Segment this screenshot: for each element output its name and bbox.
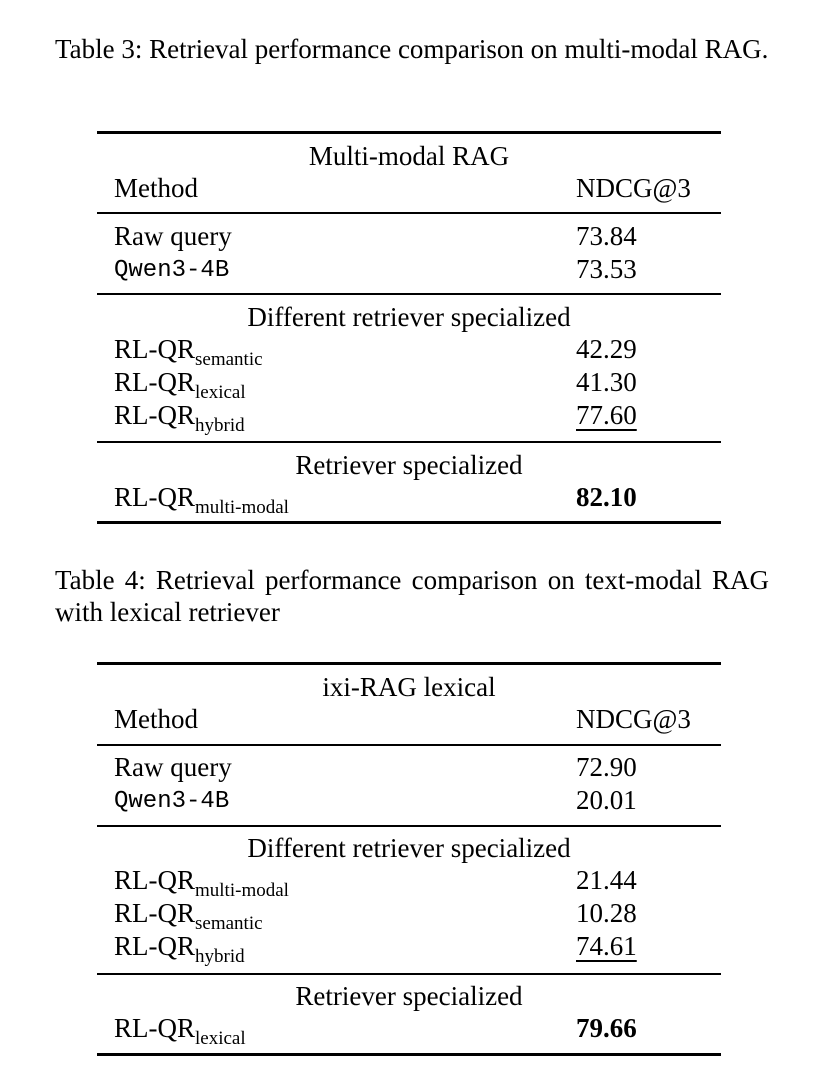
table4-col-metric: NDCG@3 — [576, 704, 691, 734]
table4-top-rule — [97, 662, 721, 665]
table3-row-value: 73.53 — [576, 254, 637, 284]
table4-row-method — [114, 930, 245, 966]
table4-section-specialized: Retriever specialized — [295, 981, 523, 1011]
table4-row-method: Qwen3-4B — [114, 788, 230, 815]
table4-row-value: 72.90 — [576, 752, 637, 782]
method-subscript: semantic — [195, 349, 263, 370]
table3-section-rule — [97, 293, 721, 295]
method-subscript: multi-modal — [195, 880, 289, 901]
table3-caption: Table 3: Retrieval performance comparison on multi-modal RAG. — [55, 34, 769, 64]
method-subscript: lexical — [195, 1028, 246, 1049]
table3-row-value: 42.29 — [576, 334, 637, 364]
table3-top-rule — [97, 131, 721, 134]
method-prefix: RL-QR — [114, 400, 195, 430]
table3-section-specialized: Retriever specialized — [295, 450, 523, 480]
table3-row-method — [114, 481, 289, 517]
method-subscript: multi-modal — [195, 497, 289, 518]
method-subscript: semantic — [195, 913, 263, 934]
table3-row-method: Qwen3-4B — [114, 257, 230, 284]
table3-row-value: 73.84 — [576, 221, 637, 251]
table4-section-rule — [97, 825, 721, 827]
table3-row-value: 41.30 — [576, 367, 637, 397]
method-subscript: hybrid — [195, 415, 245, 436]
method-prefix: RL-QR — [114, 367, 195, 397]
table4-section-different: Different retriever specialized — [247, 833, 571, 863]
table4-row-method — [114, 1012, 246, 1048]
table4-bottom-rule — [97, 1053, 721, 1056]
method-subscript: lexical — [195, 382, 246, 403]
table4-row-value: 21.44 — [576, 865, 637, 895]
table4-row-method — [114, 897, 263, 933]
method-subscript: hybrid — [195, 946, 245, 967]
table3-header-rule — [97, 212, 721, 214]
table4-row-method: Raw query — [114, 752, 232, 782]
table3-row-method — [114, 333, 263, 369]
method-prefix: RL-QR — [114, 898, 195, 928]
table3-col-method: Method — [114, 173, 198, 203]
table4-row-method — [114, 864, 289, 900]
table4-row-value-underlined: 74.61 — [576, 931, 637, 961]
method-prefix: RL-QR — [114, 865, 195, 895]
table3-row-method — [114, 399, 245, 435]
table4-group-header: ixi-RAG lexical — [322, 672, 496, 702]
table3-bottom-rule — [97, 521, 721, 524]
method-prefix: RL-QR — [114, 482, 195, 512]
table3-col-metric: NDCG@3 — [576, 173, 691, 203]
table4-col-method: Method — [114, 704, 198, 734]
method-prefix: RL-QR — [114, 1013, 195, 1043]
table4-caption: Table 4: Retrieval performance comparison on text-modal RAG with lexical retriever — [55, 565, 769, 627]
table3-section-different: Different retriever specialized — [247, 302, 571, 332]
table3-group-header: Multi-modal RAG — [308, 141, 510, 171]
table4-header-rule — [97, 744, 721, 746]
table3-section-rule — [97, 441, 721, 443]
table4-row-value-best: 79.66 — [576, 1013, 637, 1043]
table4-row-value: 10.28 — [576, 898, 637, 928]
method-prefix: RL-QR — [114, 931, 195, 961]
table3-row-method: Raw query — [114, 221, 232, 251]
table4-row-value: 20.01 — [576, 785, 637, 815]
table3-row-value-best: 82.10 — [576, 482, 637, 512]
table4 — [97, 662, 721, 1056]
table3 — [97, 131, 721, 524]
method-prefix: RL-QR — [114, 334, 195, 364]
table4-section-rule — [97, 973, 721, 975]
table3-row-method — [114, 366, 246, 402]
table3-row-value-underlined: 77.60 — [576, 400, 637, 430]
